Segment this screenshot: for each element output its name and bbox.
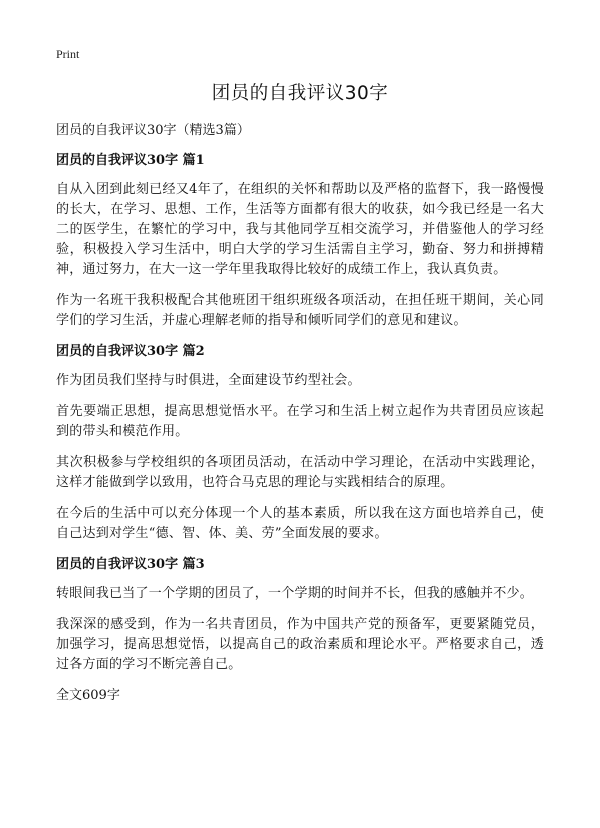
paragraph: 我深深的感受到，作为一名共青团员，作为中国共产党的预备军，更要紧随党员，加强学习，提高思想觉悟，以提高自己的政治素质和理论水平。严格要求自己，透过各方面的学习不断完善自己。 — [56, 617, 544, 672]
paragraph: 其次积极参与学校组织的各项团员活动，在活动中学习理论，在活动中实践理论，这样才能做到学以致用，也符合马克思的理论与实践相结合的原理。 — [56, 455, 544, 490]
section-heading: 团员的自我评议30字 篇2 — [56, 344, 205, 359]
section-2 — [56, 342, 544, 544]
paragraph: 作为一名班干我积极配合其他班团干组织班级各项活动，在担任班干期间，关心同学们的学习生活，并虚心理解老师的指导和倾听同学们的意见和建议。 — [56, 293, 544, 328]
section-heading: 团员的自我评议30字 篇1 — [56, 153, 205, 168]
paragraph: 作为团员我们坚持与时俱进，全面建设节约型社会。 — [56, 373, 361, 388]
print-label[interactable]: Print — [56, 47, 80, 61]
section-3 — [56, 555, 544, 675]
paragraph: 首先要端正思想，提高思想觉悟水平。在学习和生活上树立起作为共青团员应该起到的带头和模范作用。 — [56, 404, 544, 439]
section-1 — [56, 151, 544, 331]
word-count: 全文609字 — [56, 688, 120, 703]
document-title: 团员的自我评议30字 — [211, 83, 389, 104]
paragraph: 在今后的生活中可以充分体现一个人的基本素质，所以我在这方面也培养自己，使自己达到对学生“德、智、体、美、劳”全面发展的要求。 — [56, 506, 544, 541]
section-heading: 团员的自我评议30字 篇3 — [56, 557, 205, 572]
paragraph: 自从入团到此刻已经又4年了，在组织的关怀和帮助以及严格的监督下，我一路慢慢的长大，在学习、思想、工作，生活等方面都有很大的收获，如今我已经是一名大二的医学生，在繁忙的学习中，我与其他同学互相交流学习，并借鉴他人的学习经验，积极投入学习生活中，明白大学的学习生活需自主学习，勤奋、努力和拼搏精神，通过努力，在大一这一学年里我取得比较好的成绩工作上，我认真负责。 — [56, 182, 544, 277]
document-subtitle: 团员的自我评议30字（精选3篇） — [56, 123, 250, 138]
paragraph: 转眼间我已当了一个学期的团员了，一个学期的时间并不长，但我的感触并不少。 — [56, 586, 534, 601]
